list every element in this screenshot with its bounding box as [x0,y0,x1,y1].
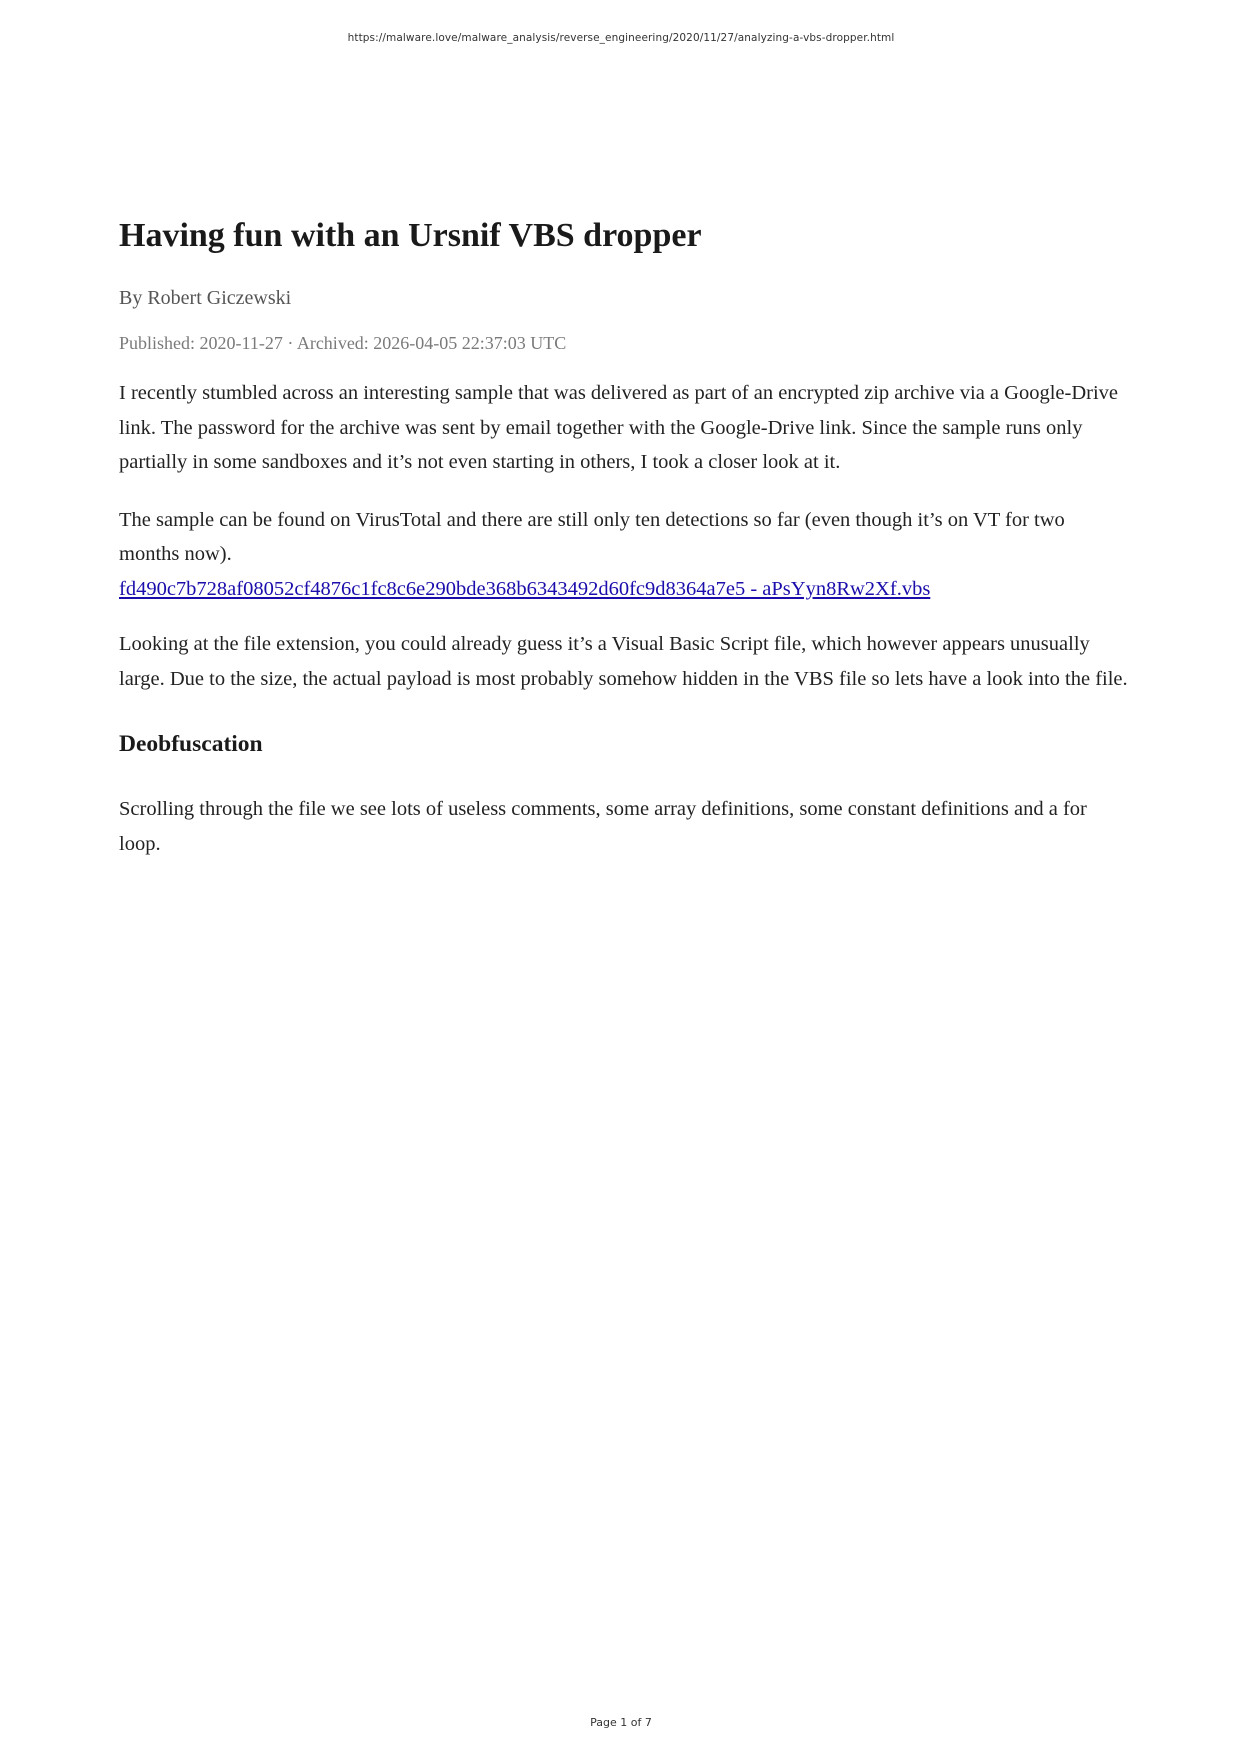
author-byline: By Robert Giczewski [119,287,292,309]
section-heading-deobfuscation: Deobfuscation [119,731,263,757]
sample-hash-link[interactable]: fd490c7b728af08052cf4876c1fc8c6e290bde368b6343492d60fc9d8364a7e5 - aPsYyn8Rw2Xf.vbs [119,577,931,600]
publish-meta: Published: 2020-11-27 · Archived: 2026-04-05 22:37:03 UTC [119,333,567,353]
intro-paragraph: I recently stumbled across an interesting sample that was delivered as part of an encrypted zip archive via a Google-Drive link. The password for the archive was sent by email together with the Google-Drive link. Since the sample runs only partially in some sandboxes and it’s not even starting in others, I took a closer look at it. [119,382,1118,473]
article [119,210,1129,861]
page-number: Page 1 of 7 [590,1716,652,1729]
deobfuscation-paragraph: Scrolling through the file we see lots of useless comments, some array definitions, some constant definitions and a for loop. [119,798,1087,855]
virustotal-text: The sample can be found on VirusTotal and there are still only ten detections so far (even though it’s on VT for two months now). [119,508,1065,565]
virustotal-paragraph [119,503,1129,607]
file-extension-paragraph: Looking at the file extension, you could already guess it’s a Visual Basic Script file, which however appears unusually large. Due to the size, the actual payload is most probably somehow hidden in the VBS file so lets have a look into the file. [119,633,1128,690]
article-title: Having fun with an Ursnif VBS dropper [119,217,702,254]
page-url-header: https://malware.love/malware_analysis/reverse_engineering/2020/11/27/analyzing-a-vbs-dropper.html [347,32,895,44]
